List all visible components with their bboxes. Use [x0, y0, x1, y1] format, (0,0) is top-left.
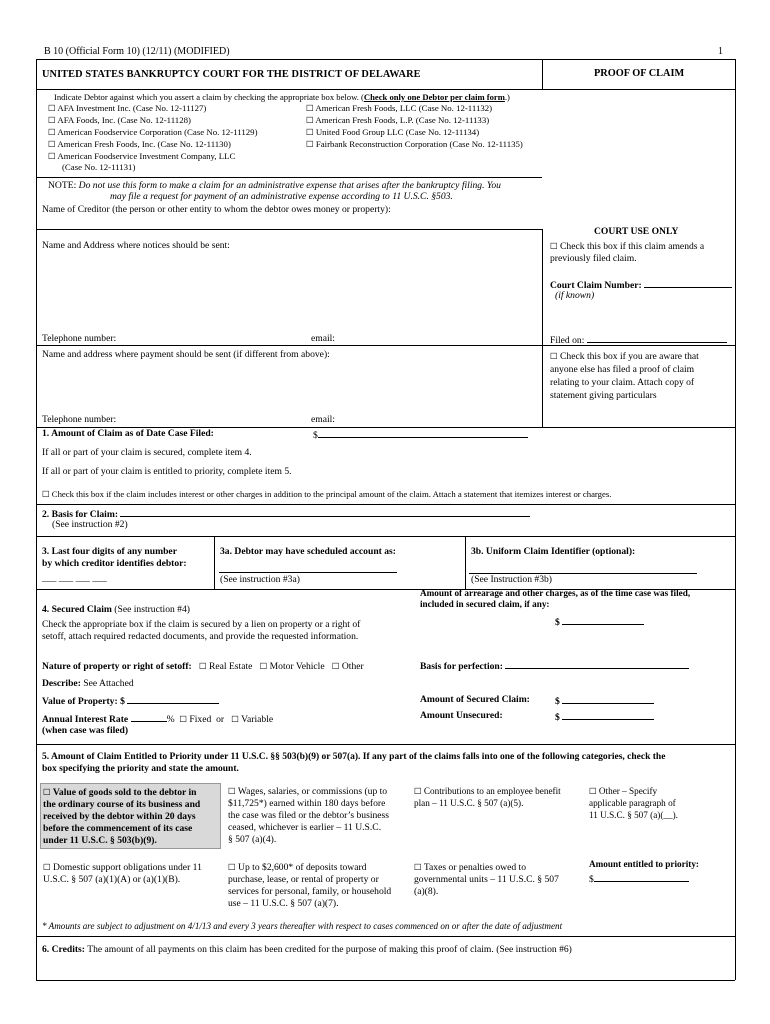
court-claim-number-label: Court Claim Number: — [550, 278, 732, 291]
notice-address-label: Name and Address where notices should be sent: — [42, 240, 230, 251]
when-filed: (when case was filed) — [42, 725, 129, 736]
priority-amount-label: Amount entitled to priority: — [589, 859, 699, 869]
checkbox-icon[interactable]: ☐ — [306, 104, 314, 114]
variable-option[interactable]: ☐ Variable — [231, 714, 274, 725]
aware-text: statement giving particulars — [550, 390, 657, 401]
checkbox-icon[interactable]: ☐ — [306, 140, 314, 150]
checkbox-icon[interactable]: ☐ — [231, 715, 239, 725]
domestic-support-option[interactable]: ☐ Domestic support obligations under 11 — [43, 862, 202, 873]
item2-label: 2. Basis for Claim: — [42, 507, 530, 520]
value-of-property[interactable]: Value of Property: $ — [42, 694, 219, 707]
deposits-text: services for personal, family, or household — [228, 886, 392, 897]
item3b-blanks[interactable]: __ __ __ __ __ __ __ __ __ __ __ __ __ __ __ __ __ __ — [470, 565, 695, 576]
item3-label: 3. Last four digits of any number — [42, 546, 177, 557]
proof-of-claim-title: PROOF OF CLAIM — [594, 68, 685, 79]
item5-label: 5. Amount of Claim Entitled to Priority under 11 U.S.C. §§ 503(b)(9) or 507(a). If any part of the claims falls into one of the following categories, check the — [42, 752, 666, 762]
email-label-2: email: — [311, 414, 335, 425]
amount-secured-value[interactable]: $ — [555, 694, 654, 707]
checkbox-icon[interactable]: ☐ — [42, 490, 50, 500]
checkbox-icon[interactable]: ☐ — [306, 128, 314, 138]
checkbox-icon[interactable]: ☐ — [589, 787, 597, 797]
real-estate-option[interactable]: ☐ Real Estate — [198, 661, 253, 672]
debtor-option[interactable]: ☐ American Foodservice Investment Company, LLC — [48, 151, 236, 162]
wages-text: ceased, whichever is earlier – 11 U.S.C. — [228, 822, 382, 833]
priority-amount-value[interactable]: $ — [589, 872, 689, 885]
describe-label: Describe: See Attached — [42, 678, 134, 689]
debtor-option[interactable]: ☐ United Food Group LLC (Case No. 12-11134) — [306, 127, 480, 138]
amount-secured-label: Amount of Secured Claim: — [420, 694, 530, 705]
other-specify-text: 11 U.S.C. § 507 (a)(__). — [589, 810, 678, 820]
amends-text: previously filed claim. — [550, 253, 637, 264]
item3a-label: 3a. Debtor may have scheduled account as: — [220, 546, 396, 557]
interest-rate: Annual Interest Rate % ☐ Fixed or ☐ Variable — [42, 714, 274, 725]
page-number: 1 — [718, 46, 723, 57]
wages-text: $11,725*) earned within 180 days before — [228, 798, 386, 809]
payment-address-label: Name and address where payment should be sent (if different from above): — [42, 349, 330, 360]
item3b-label: 3b. Uniform Claim Identifier (optional): — [471, 546, 636, 557]
item6-credits: 6. Credits: The amount of all payments on this claim has been credited for the purpose of making this proof of claim. (See instruction #6) — [42, 944, 572, 955]
wages-text: the case was filed or the debtor’s business — [228, 810, 390, 821]
wages-text: § 507 (a)(4). — [228, 834, 277, 845]
item3-label-2: by which creditor identifies debtor: — [42, 558, 187, 569]
debtor-option[interactable]: ☐ American Foodservice Corporation (Case No. 12-11129) — [48, 127, 258, 138]
checkbox-icon[interactable]: ☐ — [228, 863, 236, 873]
nature-of-property: Nature of property or right of setoff: ☐ Real Estate ☐ Motor Vehicle ☐ Other — [42, 661, 364, 672]
debtor-option[interactable]: ☐ AFA Foods, Inc. (Case No. 12-11128) — [48, 115, 191, 126]
wages-option[interactable]: ☐ Wages, salaries, or commissions (up to — [228, 786, 388, 797]
court-title: UNITED STATES BANKRUPTCY COURT FOR THE DISTRICT OF DELAWARE — [42, 69, 421, 80]
basis-perfection: Basis for perfection: — [420, 659, 689, 672]
item3b-instruction: (See Instruction #3b) — [471, 574, 552, 585]
if-known-label: (if known) — [555, 290, 595, 301]
telephone-label: Telephone number: — [42, 333, 117, 344]
creditor-name-label: Name of Creditor (the person or other entity to whom the debtor owes money or property): — [42, 204, 391, 215]
court-use-title: COURT USE ONLY — [594, 226, 679, 237]
debtor-option[interactable]: ☐ AFA Investment Inc. (Case No. 12-11127) — [48, 103, 207, 114]
item3-digit-blanks[interactable]: ___ ___ ___ ___ — [42, 573, 107, 584]
checkbox-icon[interactable]: ☐ — [414, 787, 422, 797]
item1-priority-note: If all or part of your claim is entitled to priority, complete item 5. — [42, 466, 292, 477]
debtor-option[interactable]: ☐ American Fresh Foods, Inc. (Case No. 12-11130) — [48, 139, 231, 150]
debtor-option[interactable]: ☐ Fairbank Reconstruction Corporation (Case No. 12-11135) — [306, 139, 523, 150]
other-specify-text: applicable paragraph of — [589, 798, 676, 808]
item1-amount[interactable]: $ — [313, 428, 528, 441]
goods-sold-option[interactable]: ☐ Value of goods sold to the debtor in — [43, 787, 197, 798]
goods-sold-text: received by the debtor within 20 days — [43, 811, 196, 822]
debtor-option-case: (Case No. 12-11131) — [62, 162, 136, 172]
motor-vehicle-option[interactable]: ☐ Motor Vehicle — [259, 661, 325, 672]
note-line-1: NOTE: Do not use this form to make a claim for an administrative expense that arises after the bankruptcy filing. You — [48, 180, 501, 191]
amount-unsecured-value[interactable]: $ — [555, 710, 654, 723]
deposits-text: use – 11 U.S.C. § 507 (a)(7). — [228, 898, 339, 909]
item4-label: 4. Secured Claim (See instruction #4) — [42, 604, 190, 615]
item4-desc-2: setoff, attach required redacted documents, and provide the requested information. — [42, 631, 359, 642]
checkbox-icon[interactable]: ☐ — [179, 715, 187, 725]
aware-text: relating to your claim. Attach copy of — [550, 377, 695, 388]
item4-desc: Check the appropriate box if the claim is secured by a lien on property or a right of — [42, 619, 361, 630]
checkbox-icon[interactable]: ☐ — [306, 116, 314, 126]
checkbox-icon[interactable]: ☐ — [43, 788, 51, 798]
deposits-option[interactable]: ☐ Up to $2,600* of deposits toward — [228, 862, 367, 873]
arrearage-label-2: included in secured claim, if any: — [420, 599, 550, 609]
checkbox-icon[interactable]: ☐ — [48, 128, 56, 138]
note-line-2: may file a request for payment of an administrative expense according to 11 U.S.C. §503. — [110, 191, 453, 202]
checkbox-icon[interactable]: ☐ — [48, 140, 56, 150]
checkbox-icon[interactable]: ☐ — [48, 152, 56, 162]
amounts-footnote: * Amounts are subject to adjustment on 4/1/13 and every 3 years thereafter with respect to cases commenced on or after the date of adjustment — [42, 921, 563, 931]
checkbox-icon[interactable]: ☐ — [48, 116, 56, 126]
item5-label-2: box specifying the priority and state the amount. — [42, 764, 239, 774]
telephone-label-2: Telephone number: — [42, 414, 117, 425]
goods-sold-text: the ordinary course of its business and — [43, 799, 201, 810]
email-label: email: — [311, 333, 335, 344]
checkbox-icon[interactable]: ☐ — [228, 787, 236, 797]
checkbox-icon[interactable]: ☐ — [414, 863, 422, 873]
checkbox-icon[interactable]: ☐ — [550, 242, 558, 252]
other-option[interactable]: ☐ Other — [331, 661, 364, 672]
aware-text: anyone else has filed a proof of claim — [550, 364, 695, 375]
checkbox-icon[interactable]: ☐ — [48, 104, 56, 114]
taxes-text: governmental units – 11 U.S.C. § 507 — [414, 874, 559, 885]
amount-unsecured-label: Amount Unsecured: — [420, 710, 503, 721]
domestic-support-text: U.S.C. § 507 (a)(1)(A) or (a)(1)(B). — [43, 874, 181, 885]
checkbox-icon[interactable]: ☐ — [43, 863, 51, 873]
taxes-option[interactable]: ☐ Taxes or penalties owed to — [414, 862, 527, 873]
checkbox-icon[interactable]: ☐ — [259, 662, 268, 672]
form-id: B 10 (Official Form 10) (12/11) (MODIFIED) — [44, 46, 230, 57]
item1-label: 1. Amount of Claim as of Date Case Filed: — [42, 428, 214, 439]
checkbox-icon[interactable]: ☐ — [198, 662, 207, 672]
amends-checkbox[interactable]: ☐ Check this box if this claim amends a — [550, 241, 705, 252]
filed-on-label: Filed on: — [550, 333, 727, 346]
goods-sold-text: before the commencement of its case — [43, 823, 193, 834]
debtor-instruction: Indicate Debtor against which you assert a claim by checking the appropriate box below. (Check only one Debtor per claim form.) — [54, 92, 510, 102]
taxes-text: (a)(8). — [414, 886, 439, 897]
item1-secured-note: If all or part of your claim is secured, complete item 4. — [42, 447, 252, 458]
contributions-option[interactable]: ☐ Contributions to an employee benefit — [414, 786, 561, 797]
deposits-text: purchase, lease, or rental of property or — [228, 874, 379, 885]
other-specify-option[interactable]: ☐ Other – Specify — [589, 786, 658, 797]
debtor-option[interactable]: ☐ American Fresh Foods, LLC (Case No. 12-11132) — [306, 103, 493, 114]
goods-sold-text: under 11 U.S.C. § 503(b)(9). — [43, 835, 157, 846]
item2-instruction: (See instruction #2) — [52, 519, 128, 530]
fixed-option[interactable]: ☐ Fixed — [179, 714, 212, 725]
checkbox-icon[interactable]: ☐ — [331, 662, 340, 672]
item3a-instruction: (See instruction #3a) — [220, 574, 300, 585]
arrearage-label: Amount of arrearage and other charges, as of the time case was filed, — [420, 588, 691, 598]
arrearage-amount[interactable]: $ — [555, 615, 644, 628]
aware-checkbox[interactable]: ☐ Check this box if you are aware that — [550, 351, 699, 362]
debtor-option[interactable]: ☐ American Fresh Foods, L.P. (Case No. 12-11133) — [306, 115, 490, 126]
checkbox-icon[interactable]: ☐ — [550, 352, 558, 362]
item1-interest-checkbox[interactable]: ☐ Check this box if the claim includes interest or other charges in addition to the principal amount of the claim. Attach a statement that itemizes interest or charges. — [42, 489, 612, 500]
contributions-text: plan – 11 U.S.C. § 507 (a)(5). — [414, 798, 524, 808]
